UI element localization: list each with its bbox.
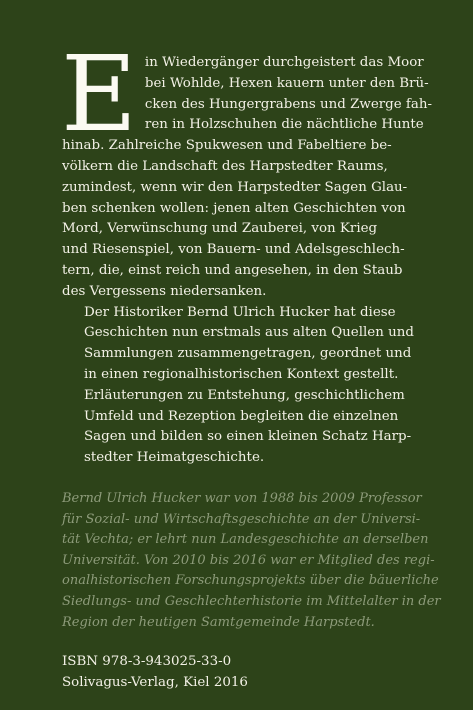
drop-cap: E <box>61 33 137 155</box>
bio-line: Universität. Von 2010 bis 2016 war er Mitglied des regi- <box>62 552 435 568</box>
text-line: zumindest, wenn wir den Harpstedter Sagen Glau- <box>62 179 408 195</box>
isbn: ISBN 978-3-943025-33-0 <box>62 654 232 669</box>
bio-line: Bernd Ulrich Hucker war von 1988 bis 2009 Professor <box>62 490 422 506</box>
text-line: in Wiedergänger durchgeistert das Moor <box>144 55 424 70</box>
text-line: völkern die Landschaft des Harpstedter Raums, <box>62 158 388 174</box>
bio-line: Siedlungs- und Geschlechterhistorie im Mittelalter in der <box>62 593 441 609</box>
bio-line: onalhistorischen Forschungsprojekts über die bäuerliche <box>62 573 439 589</box>
text-line: stedter Heimatgeschichte. <box>84 450 265 466</box>
bio-line: für Sozial- und Wirtschaftsgeschichte an der Universi- <box>62 511 421 527</box>
bio-line: tät Vechta; er lehrt nun Landesgeschichte an derselben <box>62 532 429 548</box>
text-line: Sagen und bilden so einen kleinen Schatz Harp- <box>84 429 412 445</box>
text-line: Mord, Verwünschung und Zauberei, von Krieg <box>62 221 378 237</box>
text-line: Geschichten nun erstmals aus alten Quellen und <box>84 325 414 341</box>
text-line: Erläuterungen zu Entstehung, geschichtlichem <box>84 387 405 403</box>
text-line: Der Historiker Bernd Ulrich Hucker hat diese <box>84 304 396 320</box>
text-line: des Vergessens niedersanken. <box>62 283 267 299</box>
text-line: hinab. Zahlreiche Spukwesen und Fabeltiere be- <box>62 138 392 154</box>
text-line: ren in Holzschuhen die nächtliche Hunte <box>144 117 424 133</box>
text-line: ben schenken wollen: jenen alten Geschichten von <box>62 200 406 216</box>
text-line: und Riesenspiel, von Bauern- und Adelsgeschlech- <box>62 242 405 258</box>
text-line: Umfeld und Rezeption begleiten die einzelnen <box>84 408 399 424</box>
text-line: Sammlungen zusammengetragen, geordnet und <box>84 346 412 362</box>
imprint <box>62 652 248 694</box>
bio-line: Region der heutigen Samtgemeinde Harpstedt. <box>62 614 375 630</box>
author-bio <box>62 489 441 633</box>
blurb-paragraph-1 <box>61 33 433 303</box>
blurb-paragraph-2 <box>62 303 417 469</box>
text-line: tern, die, einst reich und angesehen, in den Staub <box>62 262 403 278</box>
text-line: bei Wohlde, Hexen kauern unter den Brü- <box>144 75 429 91</box>
publisher: Solivagus-Verlag, Kiel 2016 <box>62 674 248 690</box>
text-line: cken des Hungergrabens und Zwerge fah- <box>144 96 433 112</box>
text-line: in einen regionalhistorischen Kontext gestellt. <box>84 366 399 382</box>
